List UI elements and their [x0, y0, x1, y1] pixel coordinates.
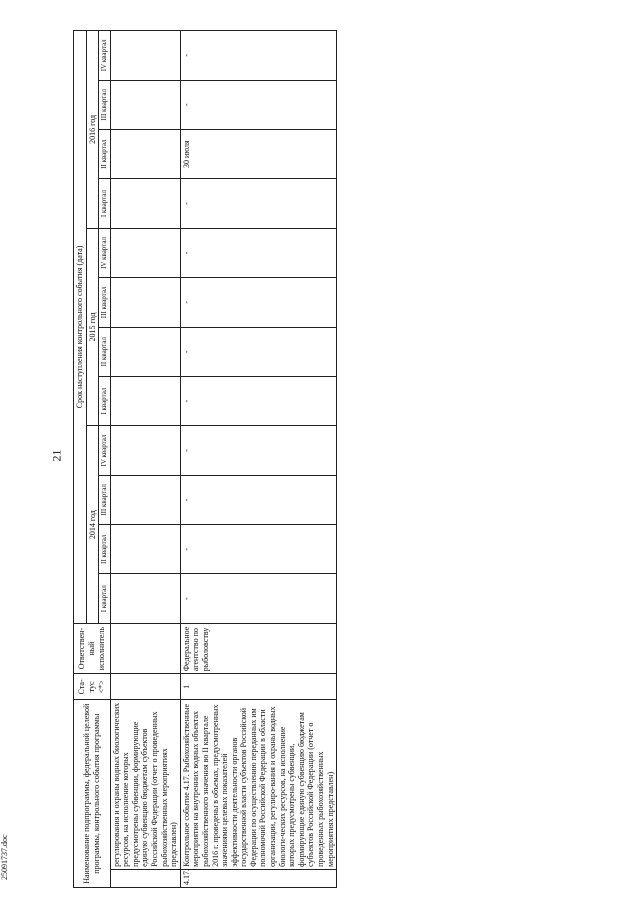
- row-cell: -: [180, 80, 337, 129]
- table-row: [110, 31, 180, 888]
- row-name: регулирования и охраны водных биологических ресурсов, на исполнение которых предусмотрены субвенции, формирующие единую субвенцию бюджетам субъектов Российской Федерации (отчет о проведенных рыбохозяйственных мероприятиях представлен): [110, 700, 180, 869]
- quarter-header: III квартал: [99, 278, 110, 327]
- quarter-header: I квартал: [99, 574, 110, 623]
- control-events-table: [73, 30, 337, 888]
- year-header: 2014 год: [86, 426, 99, 624]
- row-cell: -: [180, 327, 337, 376]
- row-cell: [110, 278, 180, 327]
- quarter-header: IV квартал: [99, 228, 110, 277]
- quarter-header: IV квартал: [99, 426, 110, 475]
- row-cell: [110, 80, 180, 129]
- row-cell: -: [180, 574, 337, 623]
- row-cell: -: [180, 278, 337, 327]
- col-header-responsible: Ответствен-ный исполнитель: [74, 623, 111, 673]
- quarter-header: II квартал: [99, 525, 110, 574]
- row-status: [110, 674, 180, 700]
- row-cell: [110, 376, 180, 425]
- quarter-header: I квартал: [99, 376, 110, 425]
- row-responsible: Федеральное агентство по рыболовству: [180, 623, 337, 673]
- row-cell: -: [180, 228, 337, 277]
- row-cell: [110, 426, 180, 475]
- year-header: 2016 год: [86, 31, 99, 229]
- row-cell: [110, 228, 180, 277]
- year-header: 2015 год: [86, 228, 99, 426]
- quarter-header: III квартал: [99, 475, 110, 524]
- quarter-header: II квартал: [99, 327, 110, 376]
- quarter-header: I квартал: [99, 179, 110, 228]
- col-header-name: Наименование подпрограммы, федеральной целевой программы, контрольного события программы: [74, 700, 111, 888]
- row-cell: [110, 31, 180, 81]
- row-cell: [110, 574, 180, 623]
- row-name: Контрольное событие 4.17. Рыбохозяйственные мероприятия на внутренних водных объектах рыбохозяйственного значения во II квартале 2016 г. проведены в объемах, предусмотренных значениями целевых показателей эффективности деятельности органов государственной власти субъектов Российской Федерации по осуществлению переданных им полномочий Российской Федерации в области организации, регулиро-вания и охраны водных биологи-ческих ресурсов, на исполнение которых предусмотрены субвенции, формирующие единую субвенцию бюджетам субъектов Российской Федерации (отчет о проведенных рыбохозяйственных мероприятиях представлен): [180, 700, 337, 869]
- quarter-header: IV квартал: [99, 31, 110, 81]
- row-cell: -: [180, 179, 337, 228]
- row-cell: [110, 327, 180, 376]
- row-cell: 30 июля: [180, 129, 337, 178]
- row-cell: -: [180, 31, 337, 81]
- page-number: 21: [49, 449, 64, 462]
- table-row: [180, 31, 337, 888]
- row-cell: -: [180, 426, 337, 475]
- row-cell: -: [180, 475, 337, 524]
- row-status: 1: [180, 674, 337, 700]
- col-header-status: Ста-тус <*>: [74, 674, 111, 700]
- row-cell: -: [180, 525, 337, 574]
- row-cell: -: [180, 376, 337, 425]
- row-cell: [110, 475, 180, 524]
- row-cell: [110, 179, 180, 228]
- col-header-dates: Срок наступления контрольного события (дата): [74, 31, 87, 624]
- row-responsible: [110, 623, 180, 673]
- row-number: 4.17.: [180, 869, 337, 887]
- row-cell: [110, 129, 180, 178]
- row-cell: [110, 525, 180, 574]
- quarter-header: II квартал: [99, 129, 110, 178]
- footer-filename: 25091737.doc: [0, 834, 9, 880]
- quarter-header: III квартал: [99, 80, 110, 129]
- row-number: [110, 869, 180, 887]
- rotated-table-container: [73, 28, 483, 888]
